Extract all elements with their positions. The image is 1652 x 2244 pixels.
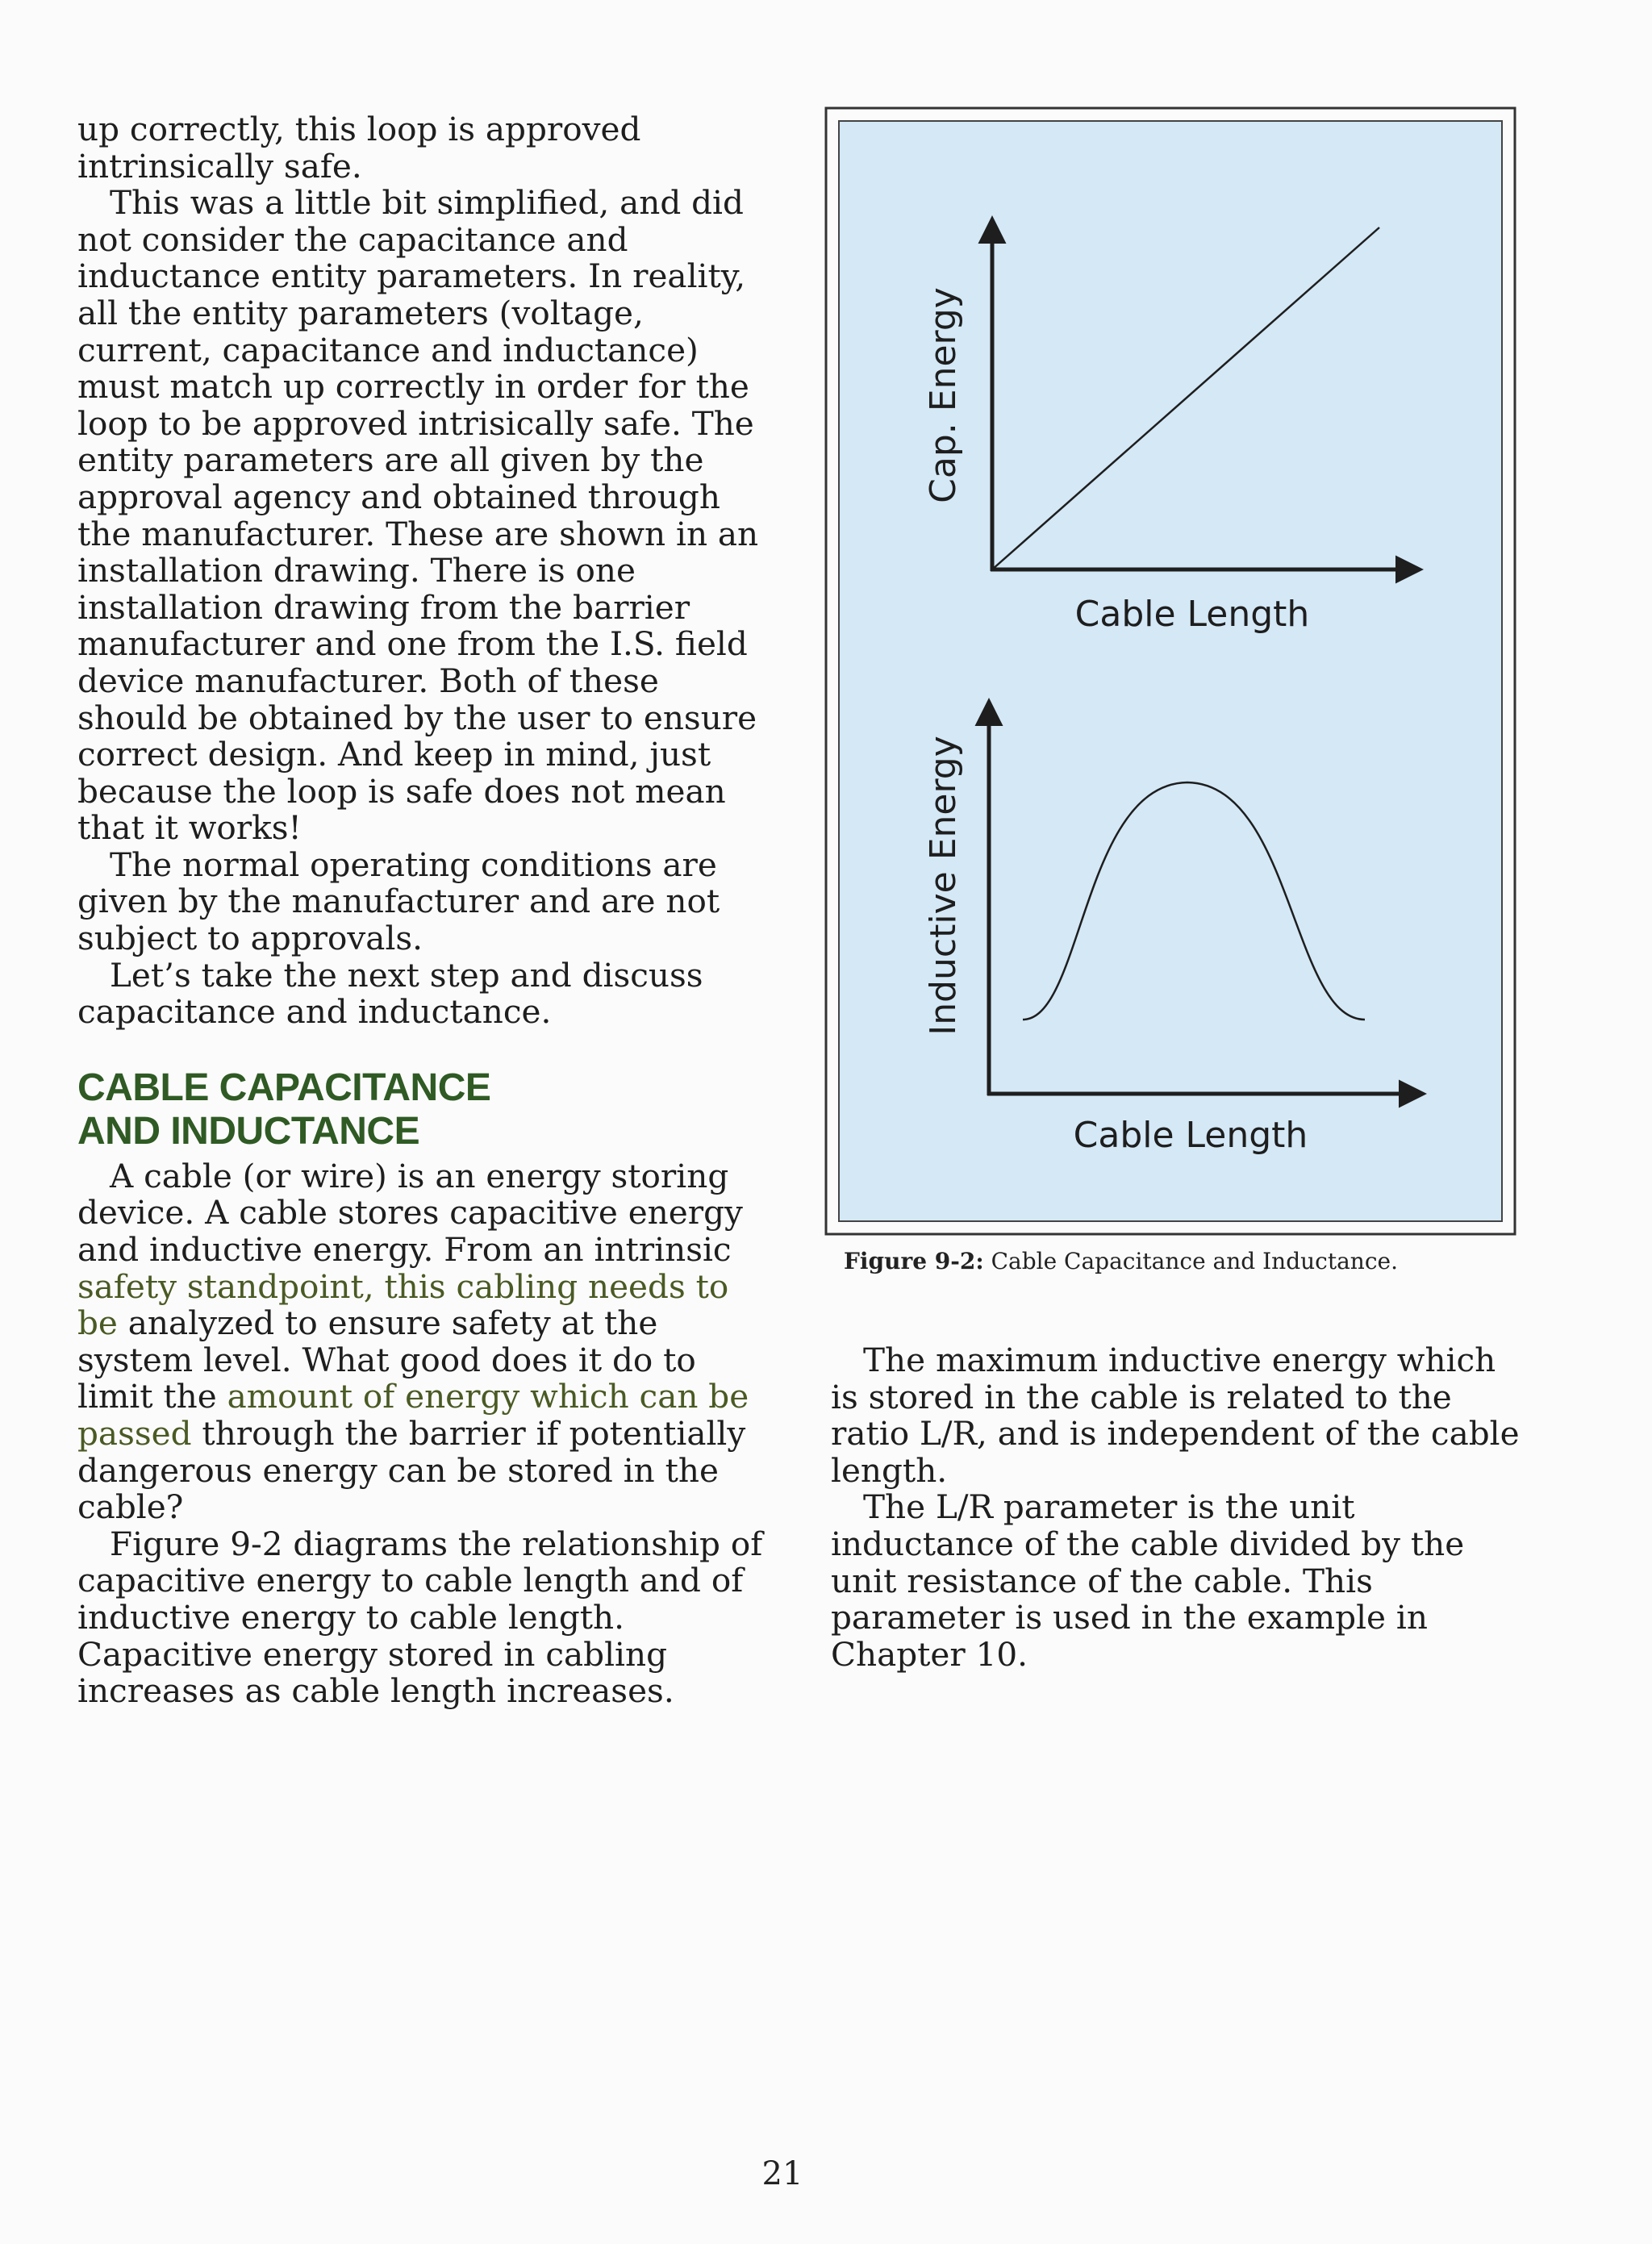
paragraph: up correctly, this loop is approved intrinsically safe. bbox=[77, 110, 641, 186]
bottom-chart-x-label: Cable Length bbox=[1073, 1115, 1308, 1156]
bottom-chart-y-label: Inductive Energy bbox=[923, 736, 964, 1036]
top-chart-y-label: Cap. Energy bbox=[923, 287, 964, 503]
paragraph: Figure 9-2 diagrams the relationship of capacitive energy to cable length and of inductive energy to cable length. Capacitive energy stored in cabling increases as cable length increases. bbox=[77, 1524, 763, 1711]
paragraph bbox=[77, 1158, 771, 1526]
left-column bbox=[77, 111, 771, 1710]
paragraph: This was a little bit simplified, and did not consider the capacitance and inductance entity parameters. In reality, all the entity parameters (voltage, current, capacitance and inductance) must match up correctly in order for the loop to be approved intrisically safe. The entity parameters are all given by the approval agency and obtained through the manufacturer. These are shown in an installation drawing. There is one installation drawing from the barrier manufacturer and one from the I.S. field device manufacturer. Both of these should be obtained by the user to ensure correct design. And keep in mind, just because the loop is safe does not mean that it works! bbox=[77, 183, 759, 848]
paragraph: The normal operating conditions are given by the manufacturer and are not subject to approvals. bbox=[77, 845, 720, 958]
text-run: A cable (or wire) is an energy storing device. A cable stores capacitive energy and inductive energy. From an intrinsic bbox=[77, 1156, 743, 1270]
text-run: amount of energy which can be passed bbox=[77, 1377, 749, 1453]
paragraph: The maximum inductive energy which is stored in the cable is related to the ratio L/R, and is independent of the cable length. bbox=[831, 1341, 1520, 1490]
text-run: through the barrier if potentially dangerous energy can be stored in the cable? bbox=[77, 1414, 746, 1527]
section-heading bbox=[77, 1066, 771, 1153]
text-run: analyzed to ensure safety at the system level. What good does it do to limit the bbox=[77, 1303, 696, 1416]
text-run: safety standpoint, this cabling needs to be bbox=[77, 1266, 729, 1343]
top-chart-x-label: Cable Length bbox=[1074, 594, 1310, 635]
figure-caption-text: Cable Capacitance and Inductance. bbox=[983, 1248, 1398, 1274]
figure-caption bbox=[844, 1247, 1521, 1276]
right-column bbox=[831, 1342, 1525, 1673]
page-number: 21 bbox=[761, 2155, 803, 2192]
figure-panel bbox=[824, 106, 1516, 1236]
paragraph: The L/R parameter is the unit inductance of the cable divided by the unit resistance of the cable. This parameter is used in the example in Chapter 10. bbox=[831, 1487, 1465, 1674]
section-heading-line: CABLE CAPACITANCE bbox=[77, 1066, 491, 1109]
figure-background bbox=[839, 121, 1502, 1221]
figure-caption-label: Figure 9-2: bbox=[844, 1248, 984, 1274]
paragraph: Let’s take the next step and discuss capacitance and inductance. bbox=[77, 955, 703, 1032]
section-heading-line: AND INDUCTANCE bbox=[77, 1109, 420, 1153]
